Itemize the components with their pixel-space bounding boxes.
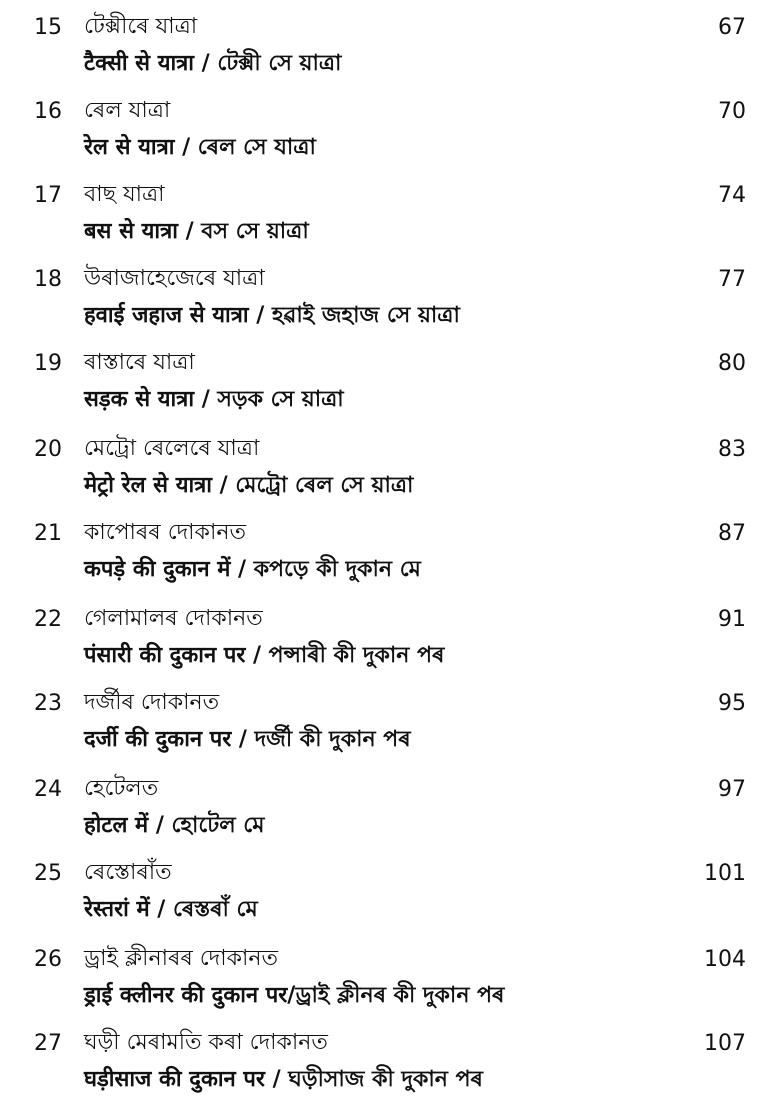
- entry-number: 22: [34, 607, 62, 632]
- entry-page-number: 91: [718, 607, 746, 632]
- toc-entry: [0, 422, 780, 506]
- entry-title-assamese: ৰেস্তোৰাঁত: [84, 860, 172, 885]
- entry-page-number: 107: [704, 1031, 746, 1056]
- toc-entry: [0, 846, 780, 930]
- entry-number: 26: [34, 947, 62, 972]
- entry-page-number: 70: [718, 99, 746, 124]
- toc-entry: [0, 0, 780, 84]
- toc-entry: [0, 932, 780, 1016]
- entry-number: 20: [34, 437, 62, 462]
- entry-subtitle-hindi: ड्राई क्लीनर की दुकान पर/ড্ৰাই ক্লীনৰ কী দুকান পৰ: [84, 983, 505, 1008]
- entry-number: 27: [34, 1031, 62, 1056]
- entry-number: 19: [34, 351, 62, 376]
- entry-number: 16: [34, 99, 62, 124]
- entry-page-number: 104: [704, 947, 746, 972]
- entry-subtitle-hindi: घड़ीसाज की दुकान पर / ঘড়ীসাজ কী দুকান পৰ: [84, 1067, 483, 1092]
- entry-subtitle-hindi: मेट्रो रेल से यात्रा / মেট্ৰো ৰেল সে য়াত্ৰা: [84, 473, 414, 498]
- entry-title-assamese: টেক্সীৰে যাত্ৰা: [84, 14, 198, 39]
- toc-entry: [0, 506, 780, 590]
- entry-page-number: 80: [718, 351, 746, 376]
- entry-page-number: 74: [718, 183, 746, 208]
- entry-number: 25: [34, 861, 62, 886]
- toc-entry: [0, 762, 780, 846]
- entry-title-assamese: মেট্ৰো ৰেলেৰে যাত্ৰা: [84, 436, 260, 461]
- entry-title-assamese: উৰাজাহেজেৰে যাত্ৰা: [84, 266, 265, 291]
- entry-subtitle-hindi: टैक्सी से यात्रा / টেক্সী সে য়াত্ৰা: [84, 51, 342, 76]
- entry-page-number: 77: [718, 267, 746, 292]
- toc-entry: [0, 592, 780, 676]
- entry-title-assamese: ৰেল যাত্ৰা: [84, 98, 171, 123]
- entry-number: 15: [34, 15, 62, 40]
- entry-title-assamese: কাপোৰৰ দোকানত: [84, 520, 246, 545]
- toc-entry: [0, 168, 780, 252]
- entry-subtitle-hindi: कपड़े की दुकान में / কপড়ে কী দুকান মে: [84, 557, 421, 582]
- entry-title-assamese: ৰাস্তাৰে যাত্ৰা: [84, 350, 195, 375]
- entry-number: 18: [34, 267, 62, 292]
- entry-subtitle-hindi: पंसारी की दुकान पर / পন্সাৰী কী দুকান পৰ: [84, 643, 445, 668]
- toc-entry: [0, 252, 780, 336]
- entry-number: 21: [34, 521, 62, 546]
- entry-title-assamese: হেটেলত: [84, 776, 159, 801]
- entry-title-assamese: দৰ্জীৰ দোকানত: [84, 690, 220, 715]
- entry-number: 24: [34, 777, 62, 802]
- entry-page-number: 83: [718, 437, 746, 462]
- toc-entry: [0, 1016, 780, 1100]
- entry-subtitle-hindi: होटल में / হোটেল মে: [84, 813, 265, 838]
- toc-entry: [0, 84, 780, 168]
- entry-page-number: 97: [718, 777, 746, 802]
- entry-title-assamese: বাছ যাত্ৰা: [84, 182, 165, 207]
- toc-entry: [0, 336, 780, 420]
- entry-subtitle-hindi: हवाई जहाज से यात्रा / হৱাই জহাজ সে য়াত্ৰা: [84, 303, 460, 328]
- toc-entry: [0, 676, 780, 760]
- entry-page-number: 95: [718, 691, 746, 716]
- entry-subtitle-hindi: रेस्तरां में / ৰেস্তৰাঁ মে: [84, 897, 258, 922]
- entry-page-number: 67: [718, 15, 746, 40]
- entry-title-assamese: ড্ৰাই ক্লীনাৰৰ দোকানত: [84, 946, 279, 971]
- entry-subtitle-hindi: रेल से यात्रा / ৰেল সে যাত্ৰা: [84, 135, 316, 160]
- entry-subtitle-hindi: बस से यात्रा / বস সে য়াত্ৰা: [84, 219, 309, 244]
- entry-subtitle-hindi: दर्जी की दुकान पर / দৰ্জী কী দুকান পৰ: [84, 727, 411, 752]
- entry-number: 23: [34, 691, 62, 716]
- entry-title-assamese: গেলামালৰ দোকানত: [84, 606, 263, 631]
- entry-number: 17: [34, 183, 62, 208]
- entry-page-number: 87: [718, 521, 746, 546]
- entry-page-number: 101: [704, 861, 746, 886]
- entry-title-assamese: ঘড়ী মেৰামতি কৰা দোকানত: [84, 1030, 328, 1055]
- entry-subtitle-hindi: सड़क से यात्रा / সড়ক সে য়াত্ৰা: [84, 387, 344, 412]
